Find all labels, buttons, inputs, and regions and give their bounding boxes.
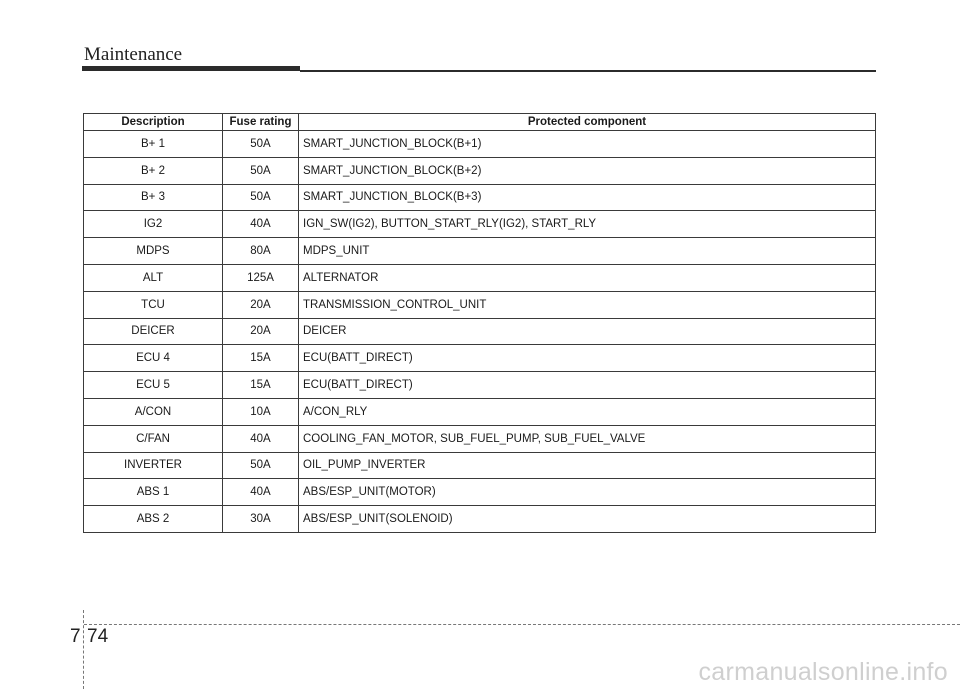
header-rule-thick	[82, 66, 300, 71]
cell-fuse-rating: 20A	[223, 318, 299, 345]
cell-protected-component: A/CON_RLY	[299, 398, 876, 425]
table-row	[84, 506, 876, 533]
watermark: carmanualsonline.info	[698, 658, 948, 686]
footer-vertical-rule	[83, 610, 84, 689]
cell-description: TCU	[84, 291, 223, 318]
cell-fuse-rating: 50A	[223, 131, 299, 158]
cell-protected-component: DEICER	[299, 318, 876, 345]
column-header-fuse-rating: Fuse rating	[223, 114, 299, 131]
table-row	[84, 291, 876, 318]
cell-fuse-rating: 15A	[223, 372, 299, 399]
cell-description: B+ 3	[84, 184, 223, 211]
cell-protected-component: SMART_JUNCTION_BLOCK(B+1)	[299, 131, 876, 158]
chapter-number: 7	[70, 626, 81, 647]
header-rule-thin	[300, 70, 876, 72]
table-row	[84, 479, 876, 506]
table-row	[84, 398, 876, 425]
cell-description: DEICER	[84, 318, 223, 345]
cell-protected-component: TRANSMISSION_CONTROL_UNIT	[299, 291, 876, 318]
table-row	[84, 131, 876, 158]
cell-fuse-rating: 50A	[223, 157, 299, 184]
cell-fuse-rating: 50A	[223, 452, 299, 479]
cell-fuse-rating: 50A	[223, 184, 299, 211]
cell-description: C/FAN	[84, 425, 223, 452]
table-row	[84, 452, 876, 479]
cell-protected-component: IGN_SW(IG2), BUTTON_START_RLY(IG2), START_RLY	[299, 211, 876, 238]
table-row	[84, 425, 876, 452]
cell-fuse-rating: 20A	[223, 291, 299, 318]
cell-protected-component: OIL_PUMP_INVERTER	[299, 452, 876, 479]
fuse-table	[83, 113, 876, 533]
cell-description: MDPS	[84, 238, 223, 265]
cell-fuse-rating: 40A	[223, 211, 299, 238]
cell-description: B+ 1	[84, 131, 223, 158]
cell-protected-component: ABS/ESP_UNIT(SOLENOID)	[299, 506, 876, 533]
column-header-description: Description	[84, 114, 223, 131]
table-row	[84, 345, 876, 372]
cell-description: ABS 1	[84, 479, 223, 506]
cell-description: A/CON	[84, 398, 223, 425]
cell-fuse-rating: 15A	[223, 345, 299, 372]
footer-rule	[84, 624, 960, 625]
page-title: Maintenance	[84, 44, 183, 65]
cell-protected-component: MDPS_UNIT	[299, 238, 876, 265]
cell-description: ECU 4	[84, 345, 223, 372]
cell-protected-component: ECU(BATT_DIRECT)	[299, 345, 876, 372]
table-row	[84, 184, 876, 211]
cell-protected-component: ABS/ESP_UNIT(MOTOR)	[299, 479, 876, 506]
cell-description: ALT	[84, 264, 223, 291]
column-header-protected-component: Protected component	[299, 114, 876, 131]
cell-description: ECU 5	[84, 372, 223, 399]
table-row	[84, 157, 876, 184]
table-row	[84, 264, 876, 291]
cell-protected-component: SMART_JUNCTION_BLOCK(B+3)	[299, 184, 876, 211]
cell-protected-component: SMART_JUNCTION_BLOCK(B+2)	[299, 157, 876, 184]
cell-fuse-rating: 80A	[223, 238, 299, 265]
cell-fuse-rating: 40A	[223, 425, 299, 452]
cell-protected-component: ECU(BATT_DIRECT)	[299, 372, 876, 399]
page-number: 74	[87, 626, 109, 647]
table-row	[84, 211, 876, 238]
cell-description: IG2	[84, 211, 223, 238]
table-row	[84, 238, 876, 265]
cell-description: B+ 2	[84, 157, 223, 184]
cell-protected-component: COOLING_FAN_MOTOR, SUB_FUEL_PUMP, SUB_FUEL_VALVE	[299, 425, 876, 452]
table-row	[84, 372, 876, 399]
table-row	[84, 318, 876, 345]
cell-fuse-rating: 125A	[223, 264, 299, 291]
cell-fuse-rating: 30A	[223, 506, 299, 533]
cell-description: ABS 2	[84, 506, 223, 533]
table-header-row	[84, 114, 876, 131]
cell-fuse-rating: 40A	[223, 479, 299, 506]
cell-description: INVERTER	[84, 452, 223, 479]
cell-fuse-rating: 10A	[223, 398, 299, 425]
table-body	[84, 131, 876, 533]
cell-protected-component: ALTERNATOR	[299, 264, 876, 291]
